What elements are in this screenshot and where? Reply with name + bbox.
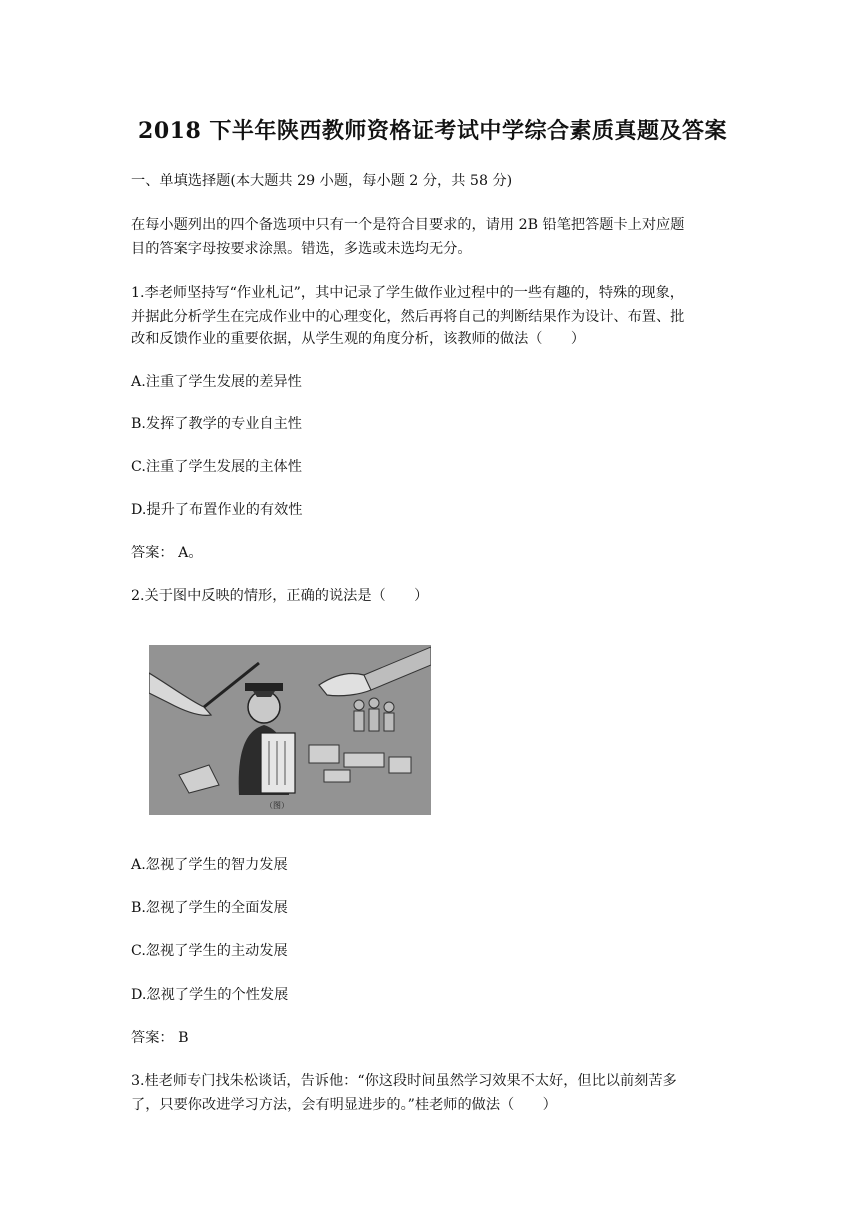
q2-option-c: C.忽视了学生的主动发展 — [131, 943, 288, 959]
q3-stem-line-1: 3.桂老师专门找朱松谈话，告诉他：“你这段时间虽然学习效果不太好，但比以前刻苦多 — [131, 1073, 677, 1089]
q1-stem-line-1: 1.李老师坚持写“作业札记”，其中记录了学生做作业过程中的一些有趣的，特殊的现象， — [131, 285, 684, 301]
q1-option-c: C.注重了学生发展的主体性 — [131, 459, 302, 475]
q2-answer: 答案： B — [131, 1030, 189, 1046]
q2-option-d: D.忽视了学生的个性发展 — [131, 987, 289, 1003]
svg-text:（图）: （图） — [265, 801, 289, 810]
section-heading: 一、单填选择题(本大题共 29 小题，每小题 2 分，共 58 分) — [131, 173, 513, 189]
q1-answer: 答案： A。 — [131, 545, 203, 561]
document-title: 2018 下半年陕西教师资格证考试中学综合素质真题及答案 — [138, 118, 727, 144]
q2-stem: 2.关于图中反映的情形，正确的说法是（ ） — [131, 588, 429, 604]
q1-stem-line-2: 并据此分析学生在完成作业中的心理变化，然后再将自己的判断结果作为设计、布置、批 — [131, 309, 685, 325]
q1-option-b: B.发挥了教学的专业自主性 — [131, 416, 302, 432]
q1-stem-line-3: 改和反馈作业的重要依据，从学生观的角度分析，该教师的做法（ ） — [131, 331, 586, 347]
q2-option-a: A.忽视了学生的智力发展 — [131, 857, 288, 873]
q2-option-b: B.忽视了学生的全面发展 — [131, 900, 288, 916]
instructions-line-1: 在每小题列出的四个备选项中只有一个是符合目要求的，请用 2B 铅笔把答题卡上对应题 — [131, 217, 685, 233]
q1-option-a: A.注重了学生发展的差异性 — [131, 374, 302, 390]
q1-option-d: D.提升了布置作业的有效性 — [131, 502, 303, 518]
instructions-line-2: 目的答案字母按要求涂黑。错选，多选或未选均无分。 — [131, 241, 472, 257]
q2-cartoon-image — [149, 645, 431, 815]
q3-stem-line-2: 了，只要你改进学习方法，会有明显进步的。”桂老师的做法（ ） — [131, 1097, 557, 1113]
